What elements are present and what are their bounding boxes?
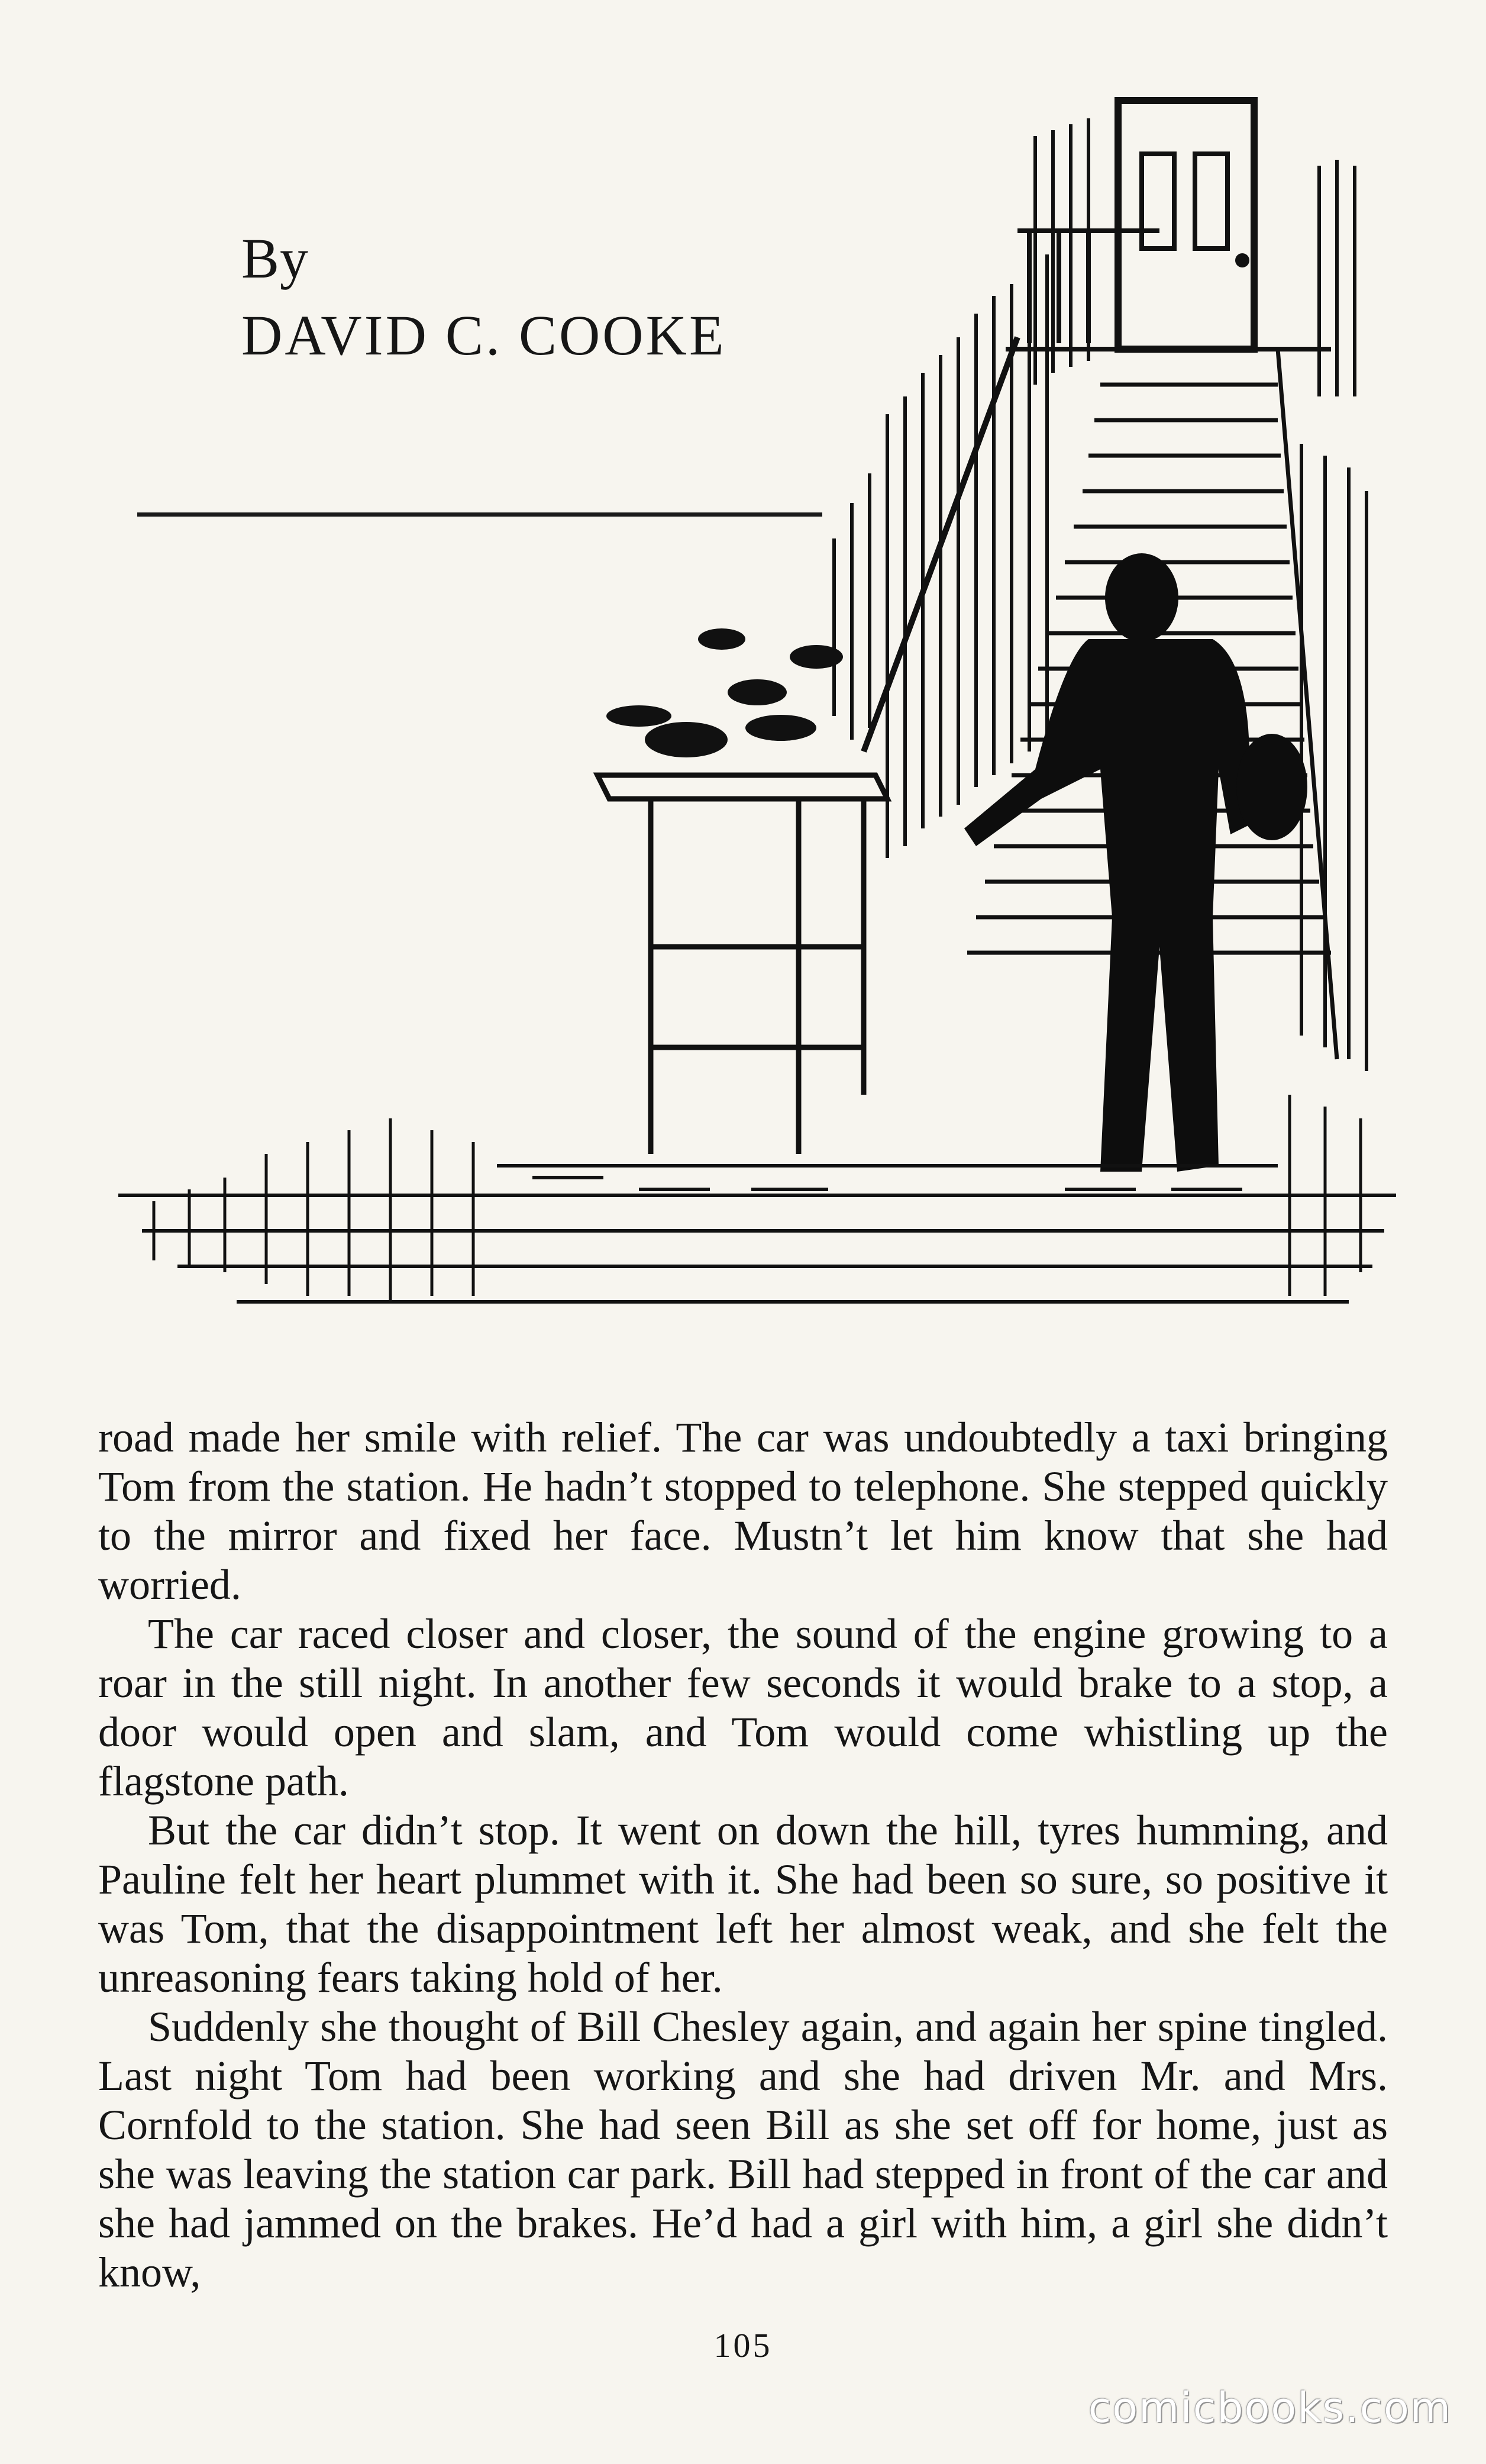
staircase-silhouette-illustration [118,89,1396,1361]
watermark: comicbooks.com [1088,2384,1452,2432]
byline-by: By [241,227,309,290]
paragraph: road made her smile with relief. The car was undoubtedly a taxi bringing Tom from the station. He hadn’t stopped to telephone. She stepped quickly to the mirror and fixed her face. Mustn’t let him know that she had worried. [98,1414,1388,1608]
paragraph: Suddenly she thought of Bill Chesley again, and again her spine tingled. Last night Tom had been working and she had driven Mr. and Mrs. Cornfold to the station. She had seen Bill as she set off for home, just as she was leaving the station car park. Bill had stepped in front of the car and she had jammed on the brakes. He’d had a girl with him, a girl she didn’t know, [98,2003,1388,2296]
paragraph: The car raced closer and closer, the sound of the engine growing to a roar in the still night. In another few seconds it would brake to a stop, a door would open and slam, and Tom would come whistling up the flagstone path. [98,1610,1388,1805]
author-name: DAVID C. COOKE [241,303,726,367]
paragraph: But the car didn’t stop. It went on down the hill, tyres humming, and Pauline felt her heart plummet with it. She had been so sure, so positive it was Tom, that the disappointment left her almost weak, and she felt the unreasoning fears taking hold of her. [98,1807,1388,2001]
story-body [98,1413,1388,2297]
page-number: 105 [713,2326,773,2365]
